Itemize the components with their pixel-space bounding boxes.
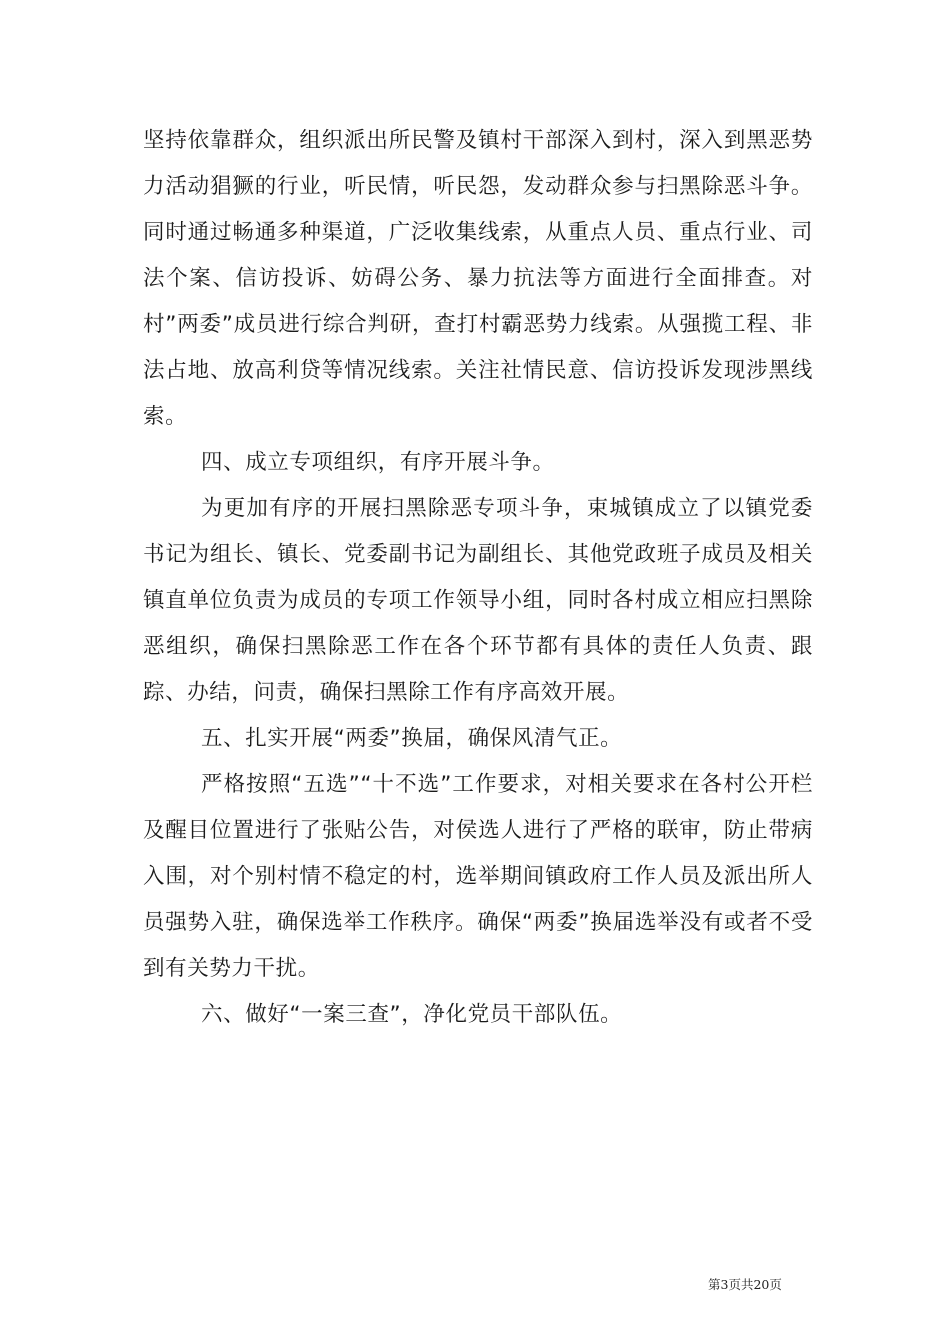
paragraph-election-work: 严格按照“五选”“十不选”工作要求，对相关要求在各村公开栏及醒目位置进行了张贴公告，对侯选人进行了严格的联审，防止带病入围，对个别村情不稳定的村，选举期间镇政府工作人员及派出所人员强势入驻，确保选举工作秩序。确保“两委”换届选举没有或者不受到有关势力干扰。 (143, 772, 813, 981)
document-body (143, 118, 813, 1038)
heading-section-five: 五、扎实开展“两委”换届，确保风清气正。 (201, 726, 623, 751)
heading-section-six: 六、做好“一案三查”，净化党员干部队伍。 (201, 1002, 623, 1027)
page-number-footer: 第3页共20页 (708, 1277, 782, 1292)
paragraph-evidence-collection: 坚持依靠群众，组织派出所民警及镇村干部深入到村，深入到黑恶势力活动猖獗的行业，听民情，听民怨，发动群众参与扫黑除恶斗争。同时通过畅通多种渠道，广泛收集线索，从重点人员、重点行业、司法个案、信访投诉、妨碍公务、暴力抗法等方面进行全面排查。对村”两委”成员进行综合判研，查打村霸恶势力线索。从强揽工程、非法占地、放高利贷等情况线索。关注社情民意、信访投诉发现涉黑线索。 (143, 128, 813, 429)
heading-section-four: 四、成立专项组织，有序开展斗争。 (201, 450, 555, 475)
paragraph-special-organization: 为更加有序的开展扫黑除恶专项斗争，束城镇成立了以镇党委书记为组长、镇长、党委副书记为副组长、其他党政班子成员及相关镇直单位负责为成员的专项工作领导小组，同时各村成立相应扫黑除恶组织，确保扫黑除恶工作在各个环节都有具体的责任人负责、跟踪、办结，问责，确保扫黑除工作有序高效开展。 (143, 496, 813, 705)
